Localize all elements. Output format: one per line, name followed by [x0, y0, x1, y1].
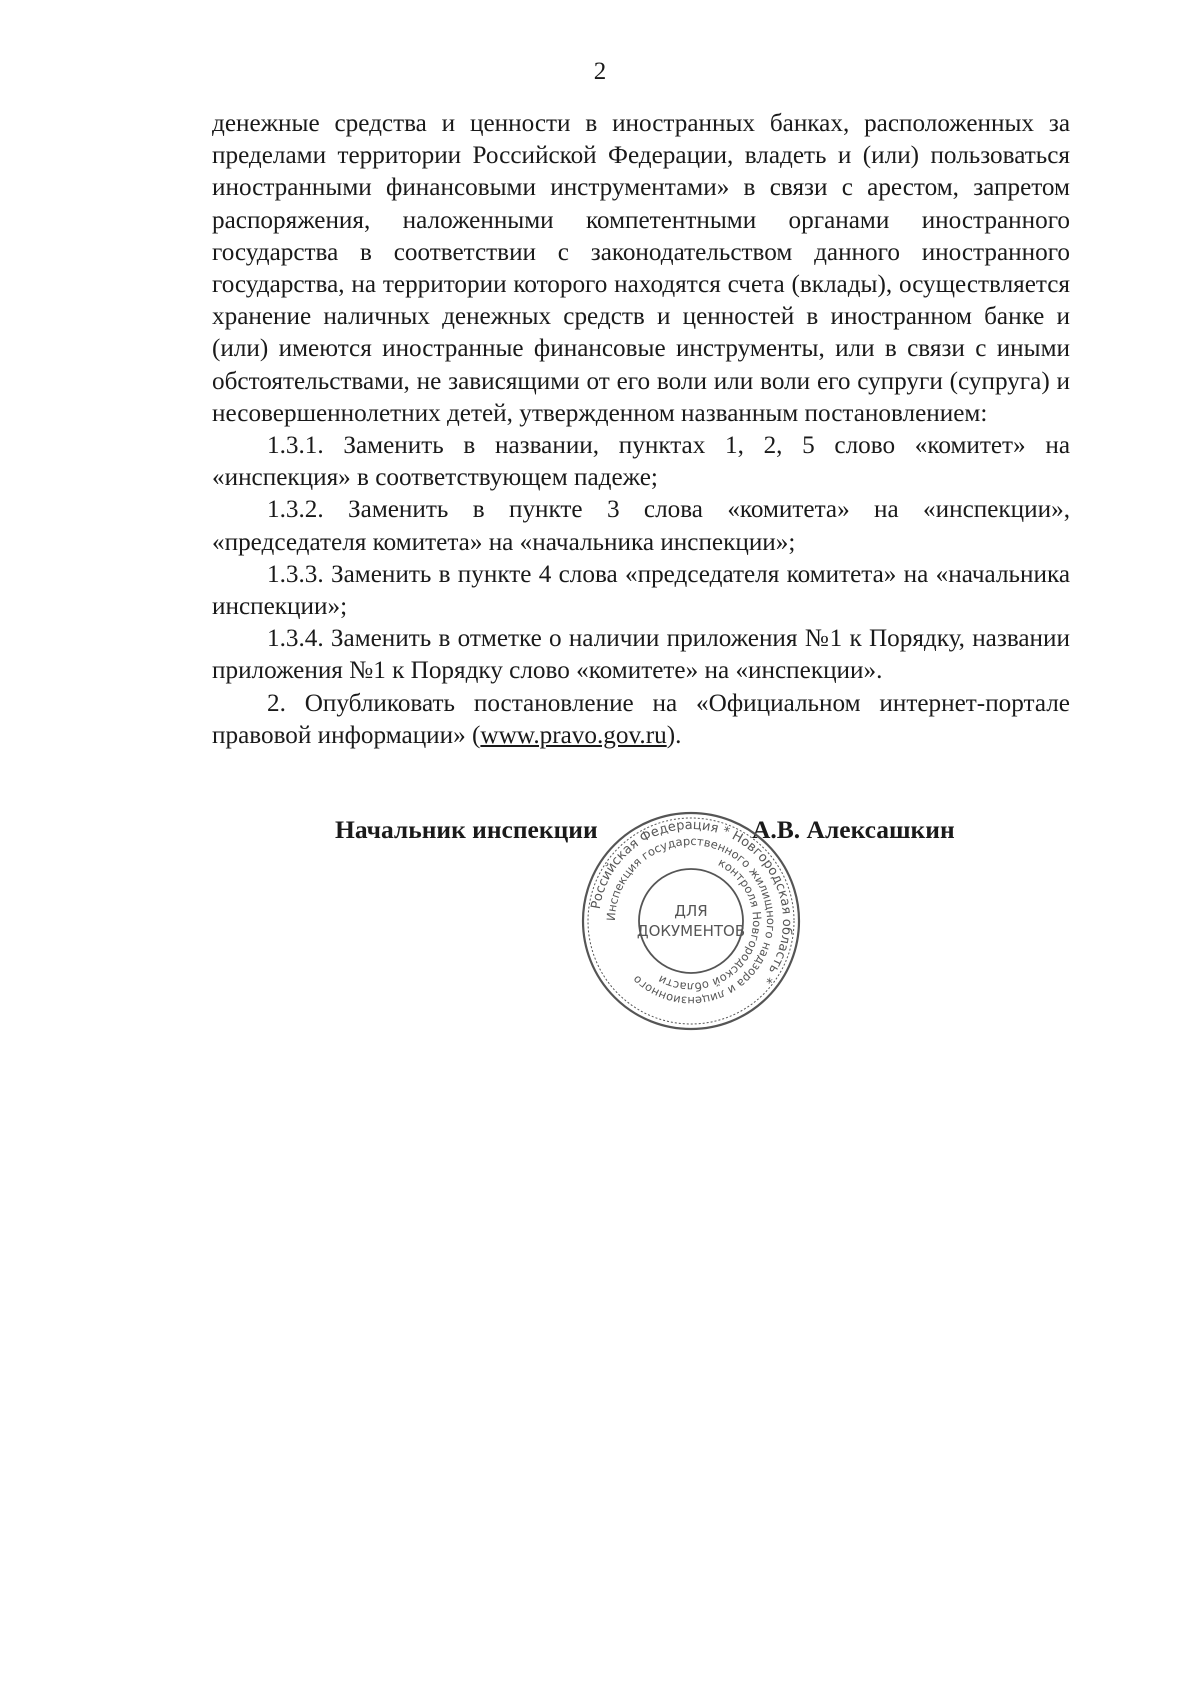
- signatory-name: А.В. Алексашкин: [752, 815, 955, 844]
- paragraph-2-text-before: 2. Опубликовать постановление на «Официальном интернет-портале правовой информации» (: [212, 689, 1070, 749]
- seal-middle-text: Инспекция государственного жилищного надзора и лицензионного: [603, 833, 779, 1009]
- document-body: [212, 108, 1070, 752]
- paragraph-1-3-2: 1.3.2. Заменить в пункте 3 слова «комитета» на «инспекции», «председателя комитета» на «начальника инспекции»;: [212, 496, 1070, 556]
- paragraph-1-3-3: 1.3.3. Заменить в пункте 4 слова «председателя комитета» на «начальника инспекции»;: [212, 560, 1070, 621]
- paragraph-2: [212, 688, 1070, 752]
- seal-outer-text: Российская Федерация * Новгородская область *: [588, 817, 795, 987]
- pravo-link[interactable]: www.pravo.gov.ru: [480, 721, 667, 749]
- paragraph-1-3-1: 1.3.1. Заменить в названии, пунктах 1, 2, 5 слово «комитет» на «инспекция» в соответствующем падеже;: [212, 432, 1070, 492]
- official-seal-stamp: [578, 808, 804, 1034]
- paragraph-intro: денежные средства и ценности в иностранных банках, расположенных за пределами территории Российской Федерации, владеть и (или) пользоваться иностранными финансовыми инструментами» в связи с арестом, запретом распоряжения, наложенными компетентными органами иностранного государства в соответствии с законодательством данного иностранного государства, на территории которого находятся счета (вклады), осуществляется хранение наличных денежных средств и ценностей в иностранном банке и (или) имеются иностранные финансовые инструменты, или в связи с иными обстоятельствами, не зависящими от его воли или воли его супруги (супруга) и несовершеннолетних детей, утвержденном названным постановлением:: [212, 110, 1070, 427]
- seal-center-line-1: ДЛЯ: [674, 902, 708, 920]
- seal-icon: [578, 808, 804, 1034]
- paragraph-2-text-after: ).: [666, 721, 682, 749]
- signatory-position: Начальник инспекции: [335, 815, 598, 844]
- seal-inner-text: контроля Новгородской области: [655, 855, 765, 995]
- page-number: 2: [593, 58, 607, 85]
- paragraph-1-3-4: 1.3.4. Заменить в отметке о наличии приложения №1 к Порядку, названии приложения №1 к Порядку слово «комитете» на «инспекции».: [212, 625, 1070, 685]
- seal-center-line-2: ДОКУМЕНТОВ: [636, 922, 746, 940]
